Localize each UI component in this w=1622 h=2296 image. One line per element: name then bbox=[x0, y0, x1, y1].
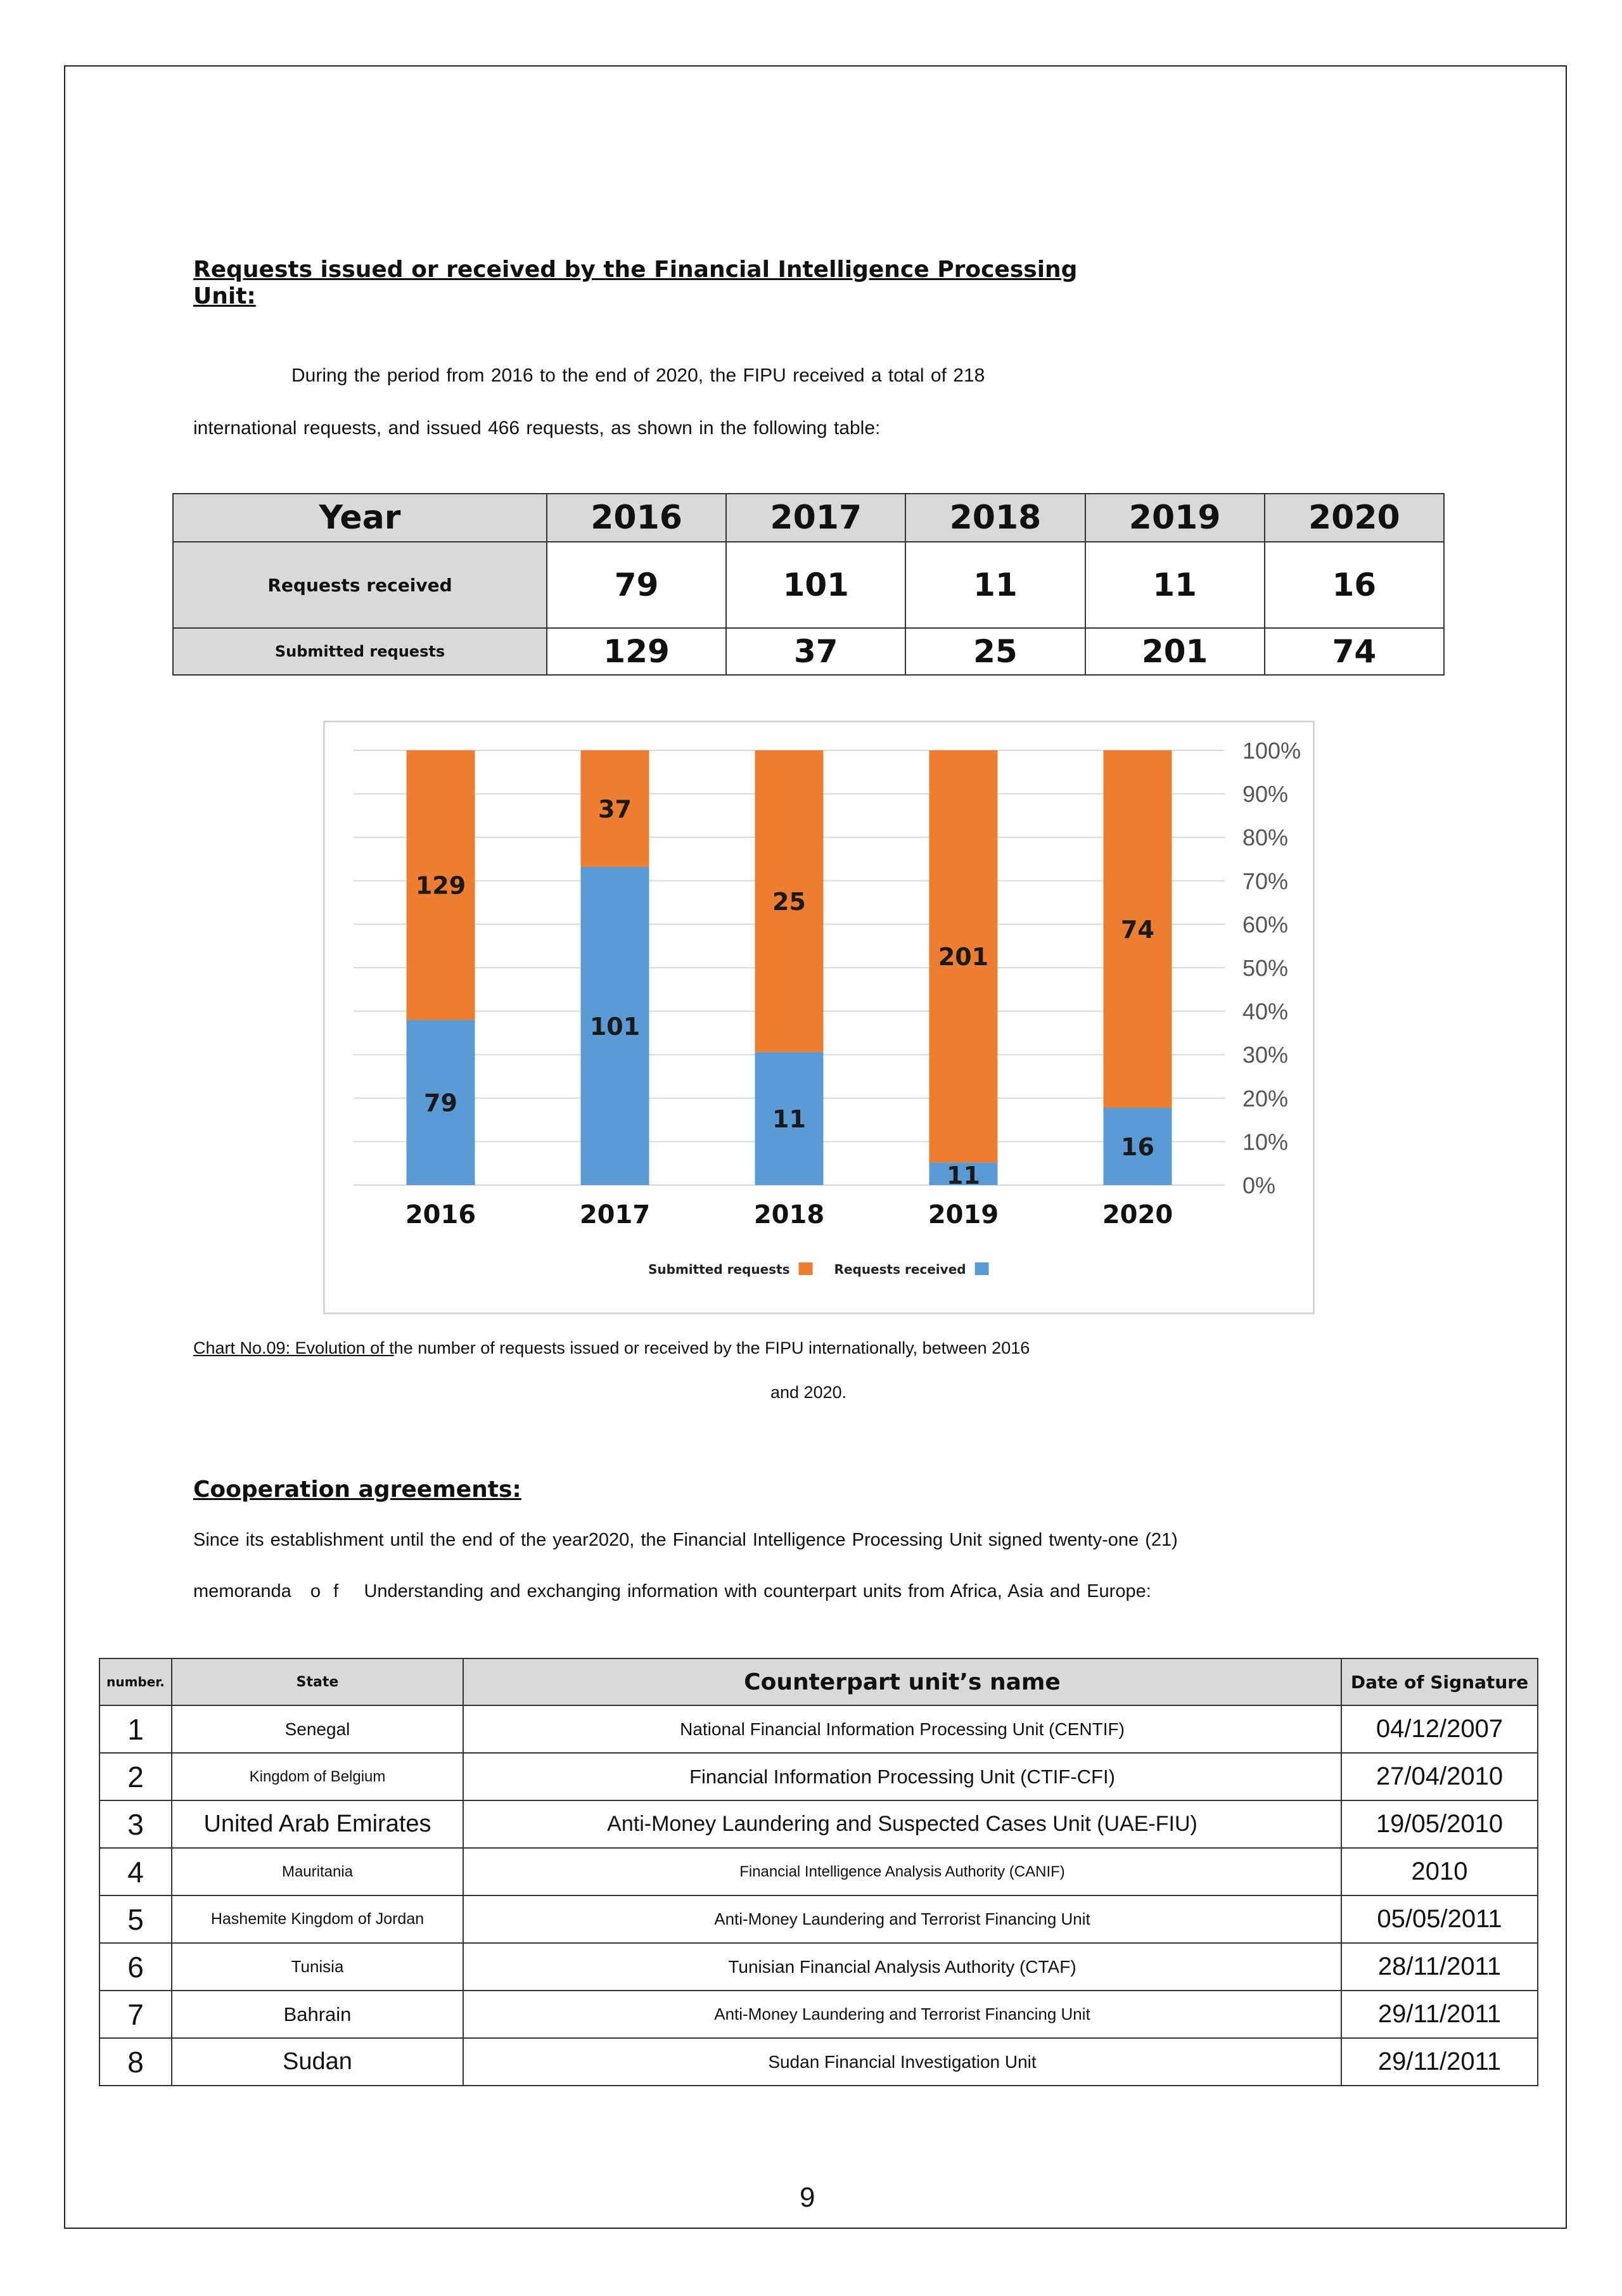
table-row-requests-received bbox=[173, 542, 1444, 628]
y-tick-label: 50% bbox=[1242, 955, 1289, 981]
row-state: Kingdom of Belgium bbox=[172, 1753, 463, 1800]
row-number: 7 bbox=[99, 1991, 172, 2038]
x-tick-label: 2019 bbox=[928, 1200, 999, 1229]
requests-table bbox=[172, 493, 1445, 676]
y-tick-label: 20% bbox=[1242, 1085, 1289, 1112]
header-2016: 2016 bbox=[547, 494, 726, 542]
table-cell: 79 bbox=[547, 542, 726, 628]
row-number: 5 bbox=[99, 1895, 172, 1943]
table-cell: 37 bbox=[726, 628, 905, 675]
x-tick-label: 2017 bbox=[579, 1200, 651, 1229]
cooperation-paragraph-line-1: Since its establishment until the end of the year2020, the Financial Intelligence Processing Unit signed twenty-one (21) bbox=[193, 1530, 1178, 1550]
table-row bbox=[99, 1991, 1538, 2038]
row-number: 3 bbox=[99, 1800, 172, 1848]
table-cell: 25 bbox=[905, 628, 1085, 675]
y-tick-label: 90% bbox=[1242, 781, 1289, 807]
y-tick-label: 60% bbox=[1242, 911, 1289, 938]
heading-line-1: Requests issued or received by the Financial Intelligence Processing bbox=[193, 257, 1078, 283]
data-label-submitted: 25 bbox=[772, 888, 806, 916]
agreements-table bbox=[99, 1658, 1538, 2086]
chart-container bbox=[323, 721, 1315, 1314]
table-cell: 11 bbox=[905, 542, 1085, 628]
row-unit: Sudan Financial Investigation Unit bbox=[463, 2038, 1341, 2086]
header-2017: 2017 bbox=[726, 494, 905, 542]
row-state: United Arab Emirates bbox=[172, 1800, 463, 1848]
x-tick-label: 2020 bbox=[1102, 1200, 1173, 1229]
table-cell: 16 bbox=[1265, 542, 1444, 628]
row-unit: Financial Information Processing Unit (CTIF-CFI) bbox=[463, 1753, 1341, 1800]
row-date: 29/11/2011 bbox=[1341, 2038, 1538, 2086]
row-unit: National Financial Information Processing Unit (CENTIF) bbox=[463, 1705, 1341, 1753]
row-unit: Anti-Money Laundering and Terrorist Financing Unit bbox=[463, 1895, 1341, 1943]
legend-label: Requests received bbox=[834, 1262, 966, 1277]
y-tick-label: 10% bbox=[1242, 1129, 1289, 1155]
data-label-submitted: 37 bbox=[598, 795, 632, 823]
row-state: Tunisia bbox=[172, 1943, 463, 1991]
header-state: State bbox=[172, 1658, 463, 1705]
row-number: 8 bbox=[99, 2038, 172, 2086]
row-unit: Anti-Money Laundering and Terrorist Financing Unit bbox=[463, 1991, 1341, 2038]
row-date: 2010 bbox=[1341, 1848, 1538, 1895]
data-label-submitted: 129 bbox=[415, 871, 466, 900]
legend-swatch bbox=[799, 1262, 813, 1275]
header-date: Date of Signature bbox=[1341, 1658, 1538, 1705]
caption-text: he number of requests issued or received by the FIPU internationally, between 2016 bbox=[393, 1338, 1030, 1357]
row-state: Sudan bbox=[172, 2038, 463, 2086]
section-heading-cooperation: Cooperation agreements: bbox=[193, 1477, 521, 1503]
table-cell: 74 bbox=[1265, 628, 1444, 675]
page-number: 9 bbox=[800, 2182, 815, 2213]
x-tick-label: 2018 bbox=[753, 1200, 825, 1229]
header-2020: 2020 bbox=[1265, 494, 1444, 542]
y-tick-label: 100% bbox=[1242, 738, 1301, 764]
table-row bbox=[99, 1800, 1538, 1848]
data-label-received: 11 bbox=[947, 1162, 980, 1190]
row-number: 1 bbox=[99, 1705, 172, 1753]
row-date: 29/11/2011 bbox=[1341, 1991, 1538, 2038]
row-date: 04/12/2007 bbox=[1341, 1705, 1538, 1753]
header-number: number. bbox=[99, 1658, 172, 1705]
y-tick-label: 30% bbox=[1242, 1042, 1289, 1068]
legend-label: Submitted requests bbox=[648, 1262, 790, 1277]
row-label: Submitted requests bbox=[173, 628, 547, 675]
row-date: 28/11/2011 bbox=[1341, 1943, 1538, 1991]
table-cell: 11 bbox=[1085, 542, 1265, 628]
row-state: Senegal bbox=[172, 1705, 463, 1753]
table-cell: 129 bbox=[547, 628, 726, 675]
table-row bbox=[99, 1848, 1538, 1895]
data-label-received: 11 bbox=[772, 1105, 806, 1134]
row-date: 05/05/2011 bbox=[1341, 1895, 1538, 1943]
row-unit: Financial Intelligence Analysis Authority (CANIF) bbox=[463, 1848, 1341, 1895]
row-date: 19/05/2010 bbox=[1341, 1800, 1538, 1848]
row-label: Requests received bbox=[173, 542, 547, 628]
header-unit-name: Counterpart unit’s name bbox=[463, 1658, 1341, 1705]
table-row-submitted-requests bbox=[173, 628, 1444, 675]
x-tick-label: 2016 bbox=[405, 1200, 476, 1229]
table-row bbox=[99, 1895, 1538, 1943]
legend-swatch bbox=[975, 1262, 989, 1275]
y-tick-label: 0% bbox=[1242, 1172, 1276, 1198]
chart-caption bbox=[193, 1337, 1030, 1359]
section-heading-requests bbox=[193, 257, 1077, 310]
table-row bbox=[99, 1943, 1538, 1991]
table-cell: 101 bbox=[726, 542, 905, 628]
row-number: 4 bbox=[99, 1848, 172, 1895]
table-row bbox=[99, 2038, 1538, 2086]
row-state: Mauritania bbox=[172, 1848, 463, 1895]
y-tick-label: 80% bbox=[1242, 824, 1289, 851]
caption-label: Chart No.09: Evolution of t bbox=[193, 1338, 394, 1357]
cooperation-paragraph-line-2: memoranda o f Understanding and exchanging information with counterpart units from Africa, Asia and Europe: bbox=[193, 1581, 1151, 1601]
data-label-received: 79 bbox=[424, 1089, 457, 1117]
y-tick-label: 70% bbox=[1242, 868, 1289, 894]
y-tick-label: 40% bbox=[1242, 998, 1289, 1025]
data-label-received: 101 bbox=[589, 1012, 641, 1041]
table-row bbox=[99, 1705, 1538, 1753]
row-state: Hashemite Kingdom of Jordan bbox=[172, 1895, 463, 1943]
chart-caption-line-2: and 2020. bbox=[770, 1383, 847, 1402]
data-label-submitted: 74 bbox=[1121, 916, 1154, 944]
table-row bbox=[99, 1753, 1538, 1800]
intro-paragraph-line-2: international requests, and issued 466 requests, as shown in the following table: bbox=[193, 418, 881, 439]
data-label-received: 16 bbox=[1121, 1133, 1154, 1162]
intro-paragraph-line-1: During the period from 2016 to the end of 2020, the FIPU received a total of 218 bbox=[291, 365, 985, 386]
row-state: Bahrain bbox=[172, 1991, 463, 2038]
row-unit: Tunisian Financial Analysis Authority (CTAF) bbox=[463, 1943, 1341, 1991]
row-unit: Anti-Money Laundering and Suspected Cases Unit (UAE-FIU) bbox=[463, 1800, 1341, 1848]
stacked-bar-chart bbox=[325, 722, 1313, 1312]
data-label-submitted: 201 bbox=[938, 943, 989, 972]
header-year: Year bbox=[173, 494, 547, 542]
header-2018: 2018 bbox=[905, 494, 1085, 542]
row-number: 6 bbox=[99, 1943, 172, 1991]
row-number: 2 bbox=[99, 1753, 172, 1800]
row-date: 27/04/2010 bbox=[1341, 1753, 1538, 1800]
heading-line-2: Unit: bbox=[193, 283, 256, 309]
header-2019: 2019 bbox=[1085, 494, 1265, 542]
table-cell: 201 bbox=[1085, 628, 1265, 675]
